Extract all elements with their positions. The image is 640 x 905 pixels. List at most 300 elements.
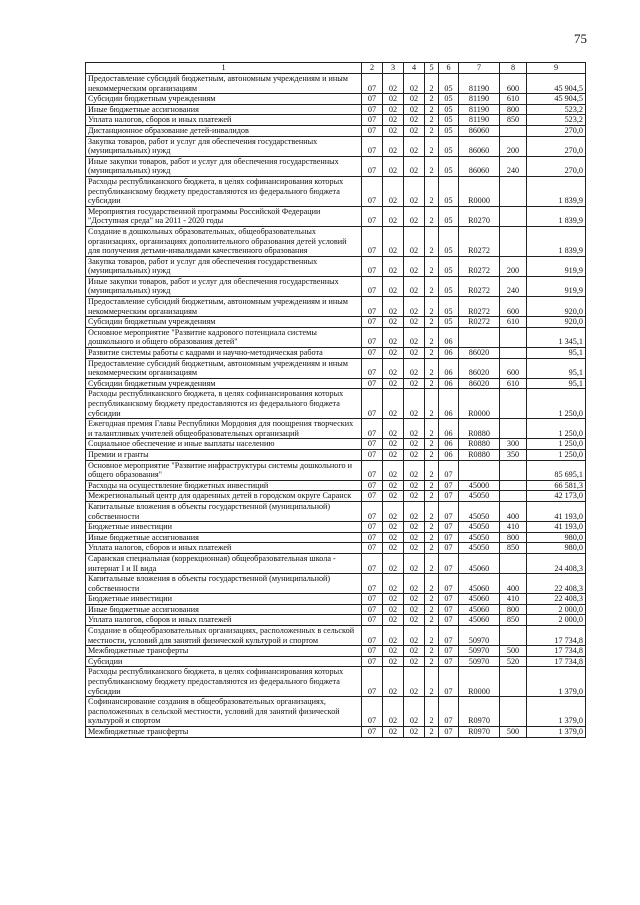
program-code-cell: 02	[404, 348, 425, 359]
table-row	[86, 115, 586, 126]
subsection-code-cell: 02	[383, 460, 404, 480]
subprogram-code-cell: 2	[425, 646, 439, 657]
item-name-cell: Капитальные вложения в объекты государственной (муниципальной) собственности	[86, 574, 362, 594]
subprogram-code-cell: 2	[425, 104, 439, 115]
program-code-cell: 02	[404, 460, 425, 480]
subprogram-code-cell: 2	[425, 125, 439, 136]
direction-code-cell: R0880	[459, 419, 500, 439]
table-row	[86, 667, 586, 697]
program-code-cell: 02	[404, 480, 425, 491]
program-code-cell: 02	[404, 378, 425, 389]
expense-type-code-cell: 610	[500, 94, 527, 105]
section-code-cell: 07	[362, 615, 383, 626]
activity-code-cell: 07	[439, 697, 459, 727]
section-code-cell: 07	[362, 94, 383, 105]
activity-code-cell: 06	[439, 327, 459, 347]
item-name-cell: Основное мероприятие "Развитие кадрового потенциала системы дошкольного и общего образования детей"	[86, 327, 362, 347]
direction-code-cell: 81190	[459, 115, 500, 126]
expense-type-code-cell	[500, 226, 527, 256]
direction-code-cell: 45060	[459, 615, 500, 626]
subprogram-code-cell: 2	[425, 553, 439, 573]
subsection-code-cell: 02	[383, 491, 404, 502]
activity-code-cell: 06	[439, 389, 459, 419]
table-header-row	[86, 63, 586, 74]
subsection-code-cell: 02	[383, 626, 404, 646]
expense-type-code-cell: 800	[500, 104, 527, 115]
subprogram-code-cell: 2	[425, 206, 439, 226]
item-name-cell: Ежегодная премия Главы Республики Мордовия для поощрения творческих и талантливых учителей общеобразовательных организаций	[86, 419, 362, 439]
section-code-cell: 07	[362, 327, 383, 347]
expense-type-code-cell: 410	[500, 522, 527, 533]
item-name-cell: Саранская специальная (коррекционная) общеобразовательная школа - интернат I и II вида	[86, 553, 362, 573]
amount-cell: 22 408,3	[527, 574, 586, 594]
item-name-cell: Субсидии бюджетным учреждениям	[86, 378, 362, 389]
table-row	[86, 604, 586, 615]
column-header: 4	[404, 63, 425, 74]
subsection-code-cell: 02	[383, 727, 404, 738]
subsection-code-cell: 02	[383, 206, 404, 226]
table-row	[86, 615, 586, 626]
table-row	[86, 553, 586, 573]
program-code-cell: 02	[404, 439, 425, 450]
activity-code-cell: 06	[439, 439, 459, 450]
section-code-cell: 07	[362, 104, 383, 115]
item-name-cell: Развитие системы работы с кадрами и научно-методическая работа	[86, 348, 362, 359]
table-row	[86, 74, 586, 94]
program-code-cell: 02	[404, 419, 425, 439]
amount-cell: 85 695,1	[527, 460, 586, 480]
amount-cell: 17 734,8	[527, 646, 586, 657]
subsection-code-cell: 02	[383, 656, 404, 667]
column-header: 3	[383, 63, 404, 74]
item-name-cell: Предоставление субсидий бюджетным, автономным учреждениям и иным некоммерческим организациям	[86, 297, 362, 317]
item-name-cell: Бюджетные инвестиции	[86, 522, 362, 533]
subsection-code-cell: 02	[383, 480, 404, 491]
item-name-cell: Дистанционное образование детей-инвалидов	[86, 125, 362, 136]
subprogram-code-cell: 2	[425, 94, 439, 105]
table-row	[86, 136, 586, 156]
section-code-cell: 07	[362, 206, 383, 226]
subsection-code-cell: 02	[383, 378, 404, 389]
column-header: 9	[527, 63, 586, 74]
expense-type-code-cell: 600	[500, 358, 527, 378]
amount-cell: 270,0	[527, 136, 586, 156]
subsection-code-cell: 02	[383, 419, 404, 439]
subprogram-code-cell: 2	[425, 532, 439, 543]
expense-type-code-cell: 240	[500, 156, 527, 176]
amount-cell: 980,0	[527, 543, 586, 554]
section-code-cell: 07	[362, 419, 383, 439]
item-name-cell: Расходы республиканского бюджета, в целях софинансирования которых республиканскому бюджету предоставляются из федерального бюджета субсидии	[86, 667, 362, 697]
subsection-code-cell: 02	[383, 574, 404, 594]
direction-code-cell: R0000	[459, 176, 500, 206]
item-name-cell: Субсидии бюджетным учреждениям	[86, 317, 362, 328]
expense-type-code-cell: 520	[500, 656, 527, 667]
subsection-code-cell: 02	[383, 104, 404, 115]
direction-code-cell: 81190	[459, 104, 500, 115]
item-name-cell: Закупка товаров, работ и услуг для обеспечения государственных (муниципальных) нужд	[86, 136, 362, 156]
table-row	[86, 256, 586, 276]
activity-code-cell: 07	[439, 543, 459, 554]
subsection-code-cell: 02	[383, 543, 404, 554]
table-row	[86, 125, 586, 136]
item-name-cell: Расходы республиканского бюджета, в целях софинансирования которых республиканскому бюджету предоставляются из федерального бюджета субсидии	[86, 389, 362, 419]
amount-cell: 920,0	[527, 317, 586, 328]
expense-type-code-cell: 400	[500, 501, 527, 521]
item-name-cell: Межрегиональный центр для одаренных детей в городском округе Саранск	[86, 491, 362, 502]
section-code-cell: 07	[362, 125, 383, 136]
subprogram-code-cell: 2	[425, 297, 439, 317]
program-code-cell: 02	[404, 604, 425, 615]
subprogram-code-cell: 2	[425, 615, 439, 626]
activity-code-cell: 07	[439, 626, 459, 646]
program-code-cell: 02	[404, 615, 425, 626]
direction-code-cell: 50970	[459, 656, 500, 667]
subprogram-code-cell: 2	[425, 419, 439, 439]
subsection-code-cell: 02	[383, 522, 404, 533]
direction-code-cell: 45050	[459, 491, 500, 502]
program-code-cell: 02	[404, 297, 425, 317]
direction-code-cell: 45050	[459, 543, 500, 554]
section-code-cell: 07	[362, 348, 383, 359]
table-row	[86, 297, 586, 317]
direction-code-cell: R0880	[459, 439, 500, 450]
subsection-code-cell: 02	[383, 297, 404, 317]
activity-code-cell: 05	[439, 297, 459, 317]
item-name-cell: Межбюджетные трансферты	[86, 646, 362, 657]
subprogram-code-cell: 2	[425, 604, 439, 615]
activity-code-cell: 06	[439, 348, 459, 359]
column-header: 1	[86, 63, 362, 74]
section-code-cell: 07	[362, 317, 383, 328]
subprogram-code-cell: 2	[425, 378, 439, 389]
activity-code-cell: 05	[439, 104, 459, 115]
program-code-cell: 02	[404, 449, 425, 460]
expense-type-code-cell	[500, 327, 527, 347]
expense-type-code-cell: 800	[500, 532, 527, 543]
section-code-cell: 07	[362, 522, 383, 533]
activity-code-cell: 07	[439, 522, 459, 533]
section-code-cell: 07	[362, 594, 383, 605]
column-header: 6	[439, 63, 459, 74]
expense-type-code-cell	[500, 480, 527, 491]
item-name-cell: Иные закупки товаров, работ и услуг для обеспечения государственных (муниципальных) нужд	[86, 156, 362, 176]
table-row	[86, 522, 586, 533]
program-code-cell: 02	[404, 553, 425, 573]
column-header: 2	[362, 63, 383, 74]
table-row	[86, 226, 586, 256]
program-code-cell: 02	[404, 543, 425, 554]
expense-type-code-cell	[500, 348, 527, 359]
activity-code-cell: 05	[439, 125, 459, 136]
item-name-cell: Социальное обеспечение и иные выплаты населению	[86, 439, 362, 450]
subprogram-code-cell: 2	[425, 594, 439, 605]
direction-code-cell: 86060	[459, 125, 500, 136]
expense-type-code-cell: 350	[500, 449, 527, 460]
amount-cell: 41 193,0	[527, 522, 586, 533]
direction-code-cell: 86020	[459, 378, 500, 389]
subprogram-code-cell: 2	[425, 389, 439, 419]
program-code-cell: 02	[404, 176, 425, 206]
direction-code-cell: 50970	[459, 646, 500, 657]
subsection-code-cell: 02	[383, 94, 404, 105]
subprogram-code-cell: 2	[425, 115, 439, 126]
activity-code-cell: 07	[439, 594, 459, 605]
amount-cell: 2 000,0	[527, 615, 586, 626]
activity-code-cell: 07	[439, 480, 459, 491]
amount-cell: 270,0	[527, 125, 586, 136]
subsection-code-cell: 02	[383, 125, 404, 136]
subprogram-code-cell: 2	[425, 697, 439, 727]
item-name-cell: Межбюджетные трансферты	[86, 727, 362, 738]
direction-code-cell: R0272	[459, 276, 500, 296]
program-code-cell: 02	[404, 697, 425, 727]
amount-cell: 919,9	[527, 256, 586, 276]
direction-code-cell: 45060	[459, 594, 500, 605]
table-row	[86, 656, 586, 667]
amount-cell: 45 904,5	[527, 74, 586, 94]
expense-type-code-cell: 300	[500, 439, 527, 450]
expense-type-code-cell: 610	[500, 378, 527, 389]
table-row	[86, 594, 586, 605]
subsection-code-cell: 02	[383, 553, 404, 573]
direction-code-cell: R0880	[459, 449, 500, 460]
expense-type-code-cell	[500, 491, 527, 502]
table-row	[86, 480, 586, 491]
section-code-cell: 07	[362, 115, 383, 126]
subprogram-code-cell: 2	[425, 358, 439, 378]
subsection-code-cell: 02	[383, 358, 404, 378]
item-name-cell: Создание в дошкольных образовательных, общеобразовательных организациях, организациях дополнительного образования детей условий для получения детьми-инвалидами качественного образования	[86, 226, 362, 256]
section-code-cell: 07	[362, 656, 383, 667]
direction-code-cell: 45060	[459, 604, 500, 615]
amount-cell: 45 904,5	[527, 94, 586, 105]
expense-type-code-cell	[500, 389, 527, 419]
section-code-cell: 07	[362, 74, 383, 94]
program-code-cell: 02	[404, 74, 425, 94]
table-row	[86, 460, 586, 480]
section-code-cell: 07	[362, 604, 383, 615]
program-code-cell: 02	[404, 136, 425, 156]
column-header: 8	[500, 63, 527, 74]
subsection-code-cell: 02	[383, 697, 404, 727]
subprogram-code-cell: 2	[425, 522, 439, 533]
subprogram-code-cell: 2	[425, 501, 439, 521]
direction-code-cell: 86060	[459, 156, 500, 176]
table-row	[86, 317, 586, 328]
expense-type-code-cell: 850	[500, 543, 527, 554]
activity-code-cell: 05	[439, 176, 459, 206]
table-row	[86, 276, 586, 296]
page-number: 75	[574, 31, 587, 46]
table-row	[86, 697, 586, 727]
expense-type-code-cell: 800	[500, 604, 527, 615]
amount-cell: 1 379,0	[527, 667, 586, 697]
budget-table	[85, 62, 586, 738]
subprogram-code-cell: 2	[425, 626, 439, 646]
direction-code-cell: 45000	[459, 480, 500, 491]
item-name-cell: Расходы республиканского бюджета, в целях софинансирования которых республиканскому бюджету предоставляются из федерального бюджета субсидии	[86, 176, 362, 206]
subsection-code-cell: 02	[383, 156, 404, 176]
direction-code-cell: 86060	[459, 136, 500, 156]
subprogram-code-cell: 2	[425, 136, 439, 156]
subsection-code-cell: 02	[383, 74, 404, 94]
activity-code-cell: 05	[439, 226, 459, 256]
activity-code-cell: 07	[439, 727, 459, 738]
subsection-code-cell: 02	[383, 532, 404, 543]
activity-code-cell: 07	[439, 667, 459, 697]
subsection-code-cell: 02	[383, 615, 404, 626]
section-code-cell: 07	[362, 574, 383, 594]
item-name-cell: Мероприятия государственной программы Российской Федерации "Доступная среда" на 2011 - 2020 годы	[86, 206, 362, 226]
subsection-code-cell: 02	[383, 594, 404, 605]
section-code-cell: 07	[362, 378, 383, 389]
program-code-cell: 02	[404, 156, 425, 176]
direction-code-cell: 45050	[459, 532, 500, 543]
item-name-cell: Создание в общеобразовательных организациях, расположенных в сельской местности, условий для занятий физической культурой и спортом	[86, 626, 362, 646]
direction-code-cell: R0272	[459, 256, 500, 276]
program-code-cell: 02	[404, 491, 425, 502]
activity-code-cell: 07	[439, 604, 459, 615]
direction-code-cell: R0272	[459, 317, 500, 328]
subsection-code-cell: 02	[383, 276, 404, 296]
program-code-cell: 02	[404, 115, 425, 126]
item-name-cell: Предоставление субсидий бюджетным, автономным учреждениям и иным некоммерческим организациям	[86, 358, 362, 378]
amount-cell: 1 250,0	[527, 419, 586, 439]
section-code-cell: 07	[362, 156, 383, 176]
item-name-cell: Субсидии	[86, 656, 362, 667]
expense-type-code-cell	[500, 176, 527, 206]
item-name-cell: Премии и гранты	[86, 449, 362, 460]
expense-type-code-cell: 400	[500, 574, 527, 594]
column-header: 5	[425, 63, 439, 74]
section-code-cell: 07	[362, 697, 383, 727]
activity-code-cell: 07	[439, 615, 459, 626]
amount-cell: 523,2	[527, 115, 586, 126]
item-name-cell: Софинансирование создания в общеобразовательных организациях, расположенных в сельской местности, условий для занятий физической культурой и спортом	[86, 697, 362, 727]
program-code-cell: 02	[404, 125, 425, 136]
subsection-code-cell: 02	[383, 348, 404, 359]
expense-type-code-cell: 200	[500, 136, 527, 156]
expense-type-code-cell: 200	[500, 256, 527, 276]
section-code-cell: 07	[362, 460, 383, 480]
activity-code-cell: 05	[439, 136, 459, 156]
activity-code-cell: 05	[439, 256, 459, 276]
subsection-code-cell: 02	[383, 327, 404, 347]
table-row	[86, 626, 586, 646]
amount-cell: 919,9	[527, 276, 586, 296]
section-code-cell: 07	[362, 667, 383, 697]
program-code-cell: 02	[404, 646, 425, 657]
program-code-cell: 02	[404, 594, 425, 605]
activity-code-cell: 07	[439, 532, 459, 543]
program-code-cell: 02	[404, 358, 425, 378]
section-code-cell: 07	[362, 276, 383, 296]
amount-cell: 1 379,0	[527, 727, 586, 738]
section-code-cell: 07	[362, 553, 383, 573]
expense-type-code-cell	[500, 626, 527, 646]
section-code-cell: 07	[362, 297, 383, 317]
subsection-code-cell: 02	[383, 136, 404, 156]
subprogram-code-cell: 2	[425, 449, 439, 460]
amount-cell: 270,0	[527, 156, 586, 176]
direction-code-cell: R0000	[459, 667, 500, 697]
amount-cell: 41 193,0	[527, 501, 586, 521]
activity-code-cell: 07	[439, 491, 459, 502]
direction-code-cell: R0272	[459, 226, 500, 256]
subprogram-code-cell: 2	[425, 276, 439, 296]
amount-cell: 2 000,0	[527, 604, 586, 615]
item-name-cell: Иные бюджетные ассигнования	[86, 532, 362, 543]
subsection-code-cell: 02	[383, 317, 404, 328]
section-code-cell: 07	[362, 358, 383, 378]
amount-cell: 1 345,1	[527, 327, 586, 347]
table-row	[86, 543, 586, 554]
subsection-code-cell: 02	[383, 646, 404, 657]
table-row	[86, 574, 586, 594]
direction-code-cell: R0970	[459, 697, 500, 727]
subprogram-code-cell: 2	[425, 460, 439, 480]
table-row	[86, 491, 586, 502]
activity-code-cell: 05	[439, 156, 459, 176]
activity-code-cell: 06	[439, 449, 459, 460]
item-name-cell: Субсидии бюджетным учреждениям	[86, 94, 362, 105]
amount-cell: 1 839,9	[527, 226, 586, 256]
amount-cell: 95,1	[527, 348, 586, 359]
program-code-cell: 02	[404, 626, 425, 646]
amount-cell: 17 734,8	[527, 656, 586, 667]
activity-code-cell: 07	[439, 460, 459, 480]
expense-type-code-cell	[500, 419, 527, 439]
activity-code-cell: 05	[439, 94, 459, 105]
expense-type-code-cell: 600	[500, 74, 527, 94]
section-code-cell: 07	[362, 501, 383, 521]
subprogram-code-cell: 2	[425, 574, 439, 594]
section-code-cell: 07	[362, 449, 383, 460]
column-header: 7	[459, 63, 500, 74]
subprogram-code-cell: 2	[425, 727, 439, 738]
direction-code-cell: 45060	[459, 574, 500, 594]
activity-code-cell: 06	[439, 358, 459, 378]
activity-code-cell: 07	[439, 646, 459, 657]
section-code-cell: 07	[362, 646, 383, 657]
subprogram-code-cell: 2	[425, 156, 439, 176]
subprogram-code-cell: 2	[425, 317, 439, 328]
section-code-cell: 07	[362, 626, 383, 646]
program-code-cell: 02	[404, 94, 425, 105]
activity-code-cell: 06	[439, 378, 459, 389]
table-row	[86, 449, 586, 460]
table-row	[86, 156, 586, 176]
activity-code-cell: 06	[439, 419, 459, 439]
program-code-cell: 02	[404, 501, 425, 521]
direction-code-cell: 86020	[459, 348, 500, 359]
subsection-code-cell: 02	[383, 439, 404, 450]
program-code-cell: 02	[404, 574, 425, 594]
table-row	[86, 94, 586, 105]
direction-code-cell: 86020	[459, 358, 500, 378]
amount-cell: 66 581,3	[527, 480, 586, 491]
item-name-cell: Уплата налогов, сборов и иных платежей	[86, 615, 362, 626]
expense-type-code-cell: 500	[500, 727, 527, 738]
program-code-cell: 02	[404, 317, 425, 328]
subprogram-code-cell: 2	[425, 667, 439, 697]
program-code-cell: 02	[404, 656, 425, 667]
section-code-cell: 07	[362, 491, 383, 502]
item-name-cell: Закупка товаров, работ и услуг для обеспечения государственных (муниципальных) нужд	[86, 256, 362, 276]
expense-type-code-cell	[500, 460, 527, 480]
section-code-cell: 07	[362, 256, 383, 276]
